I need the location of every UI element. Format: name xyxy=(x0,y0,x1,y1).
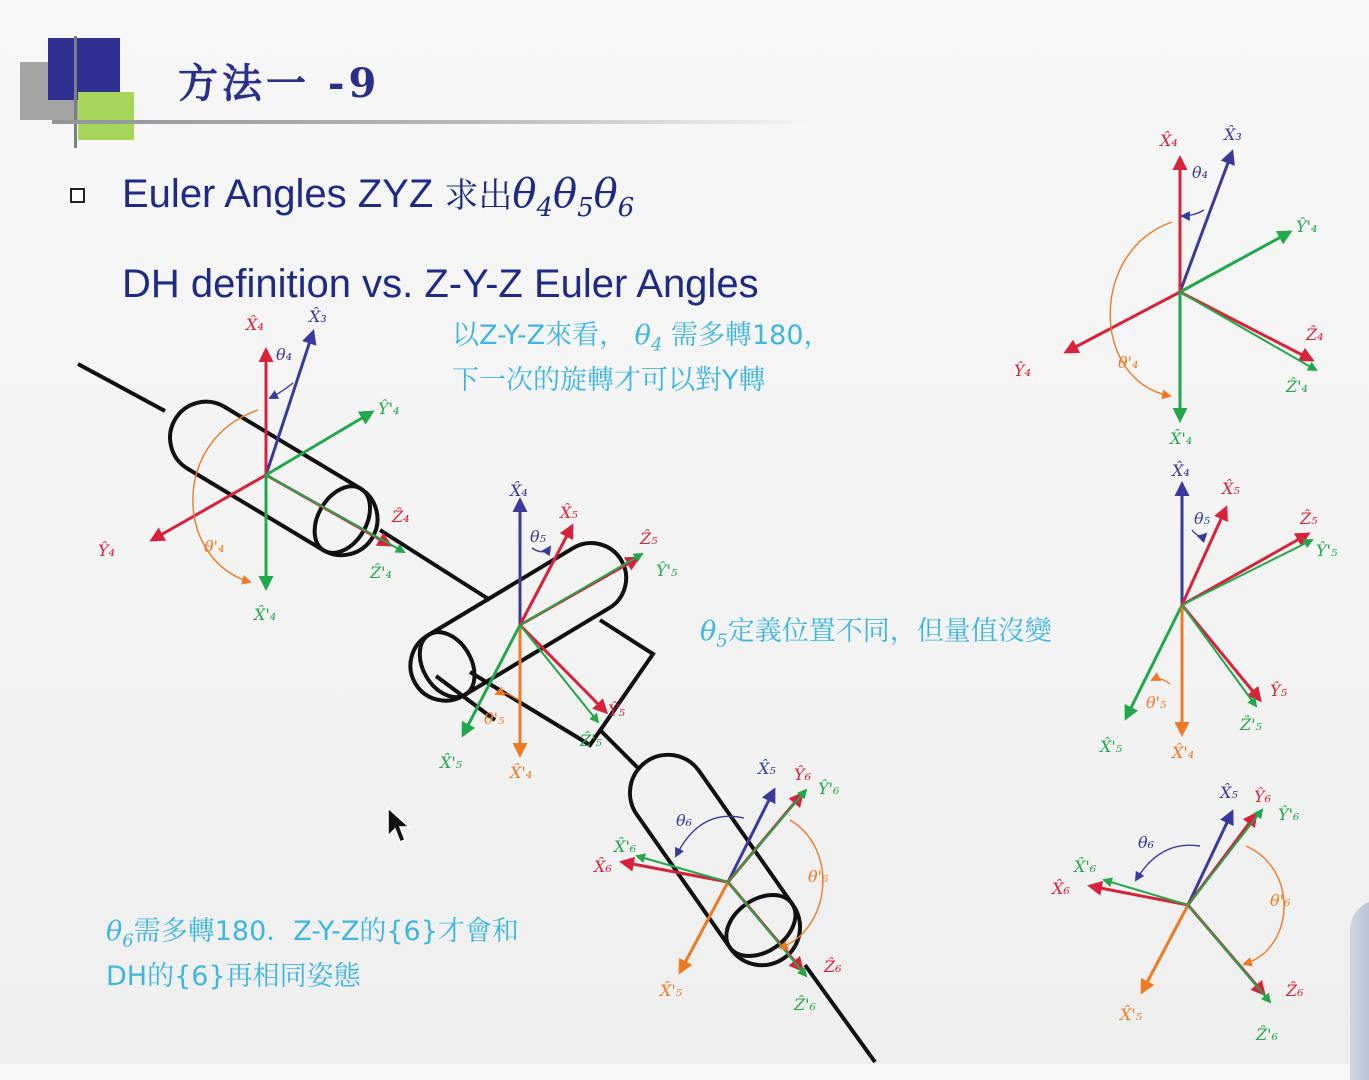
label-zp6: Ẑ'₆ xyxy=(794,995,816,1014)
detail-label-x6: X̂₆ xyxy=(1052,879,1070,898)
label-y5: Ŷ₅ xyxy=(608,701,625,720)
presenter-edge xyxy=(1350,900,1369,1080)
label-zp5: Ẑ'₅ xyxy=(580,731,602,750)
frame6-detail xyxy=(1050,783,1304,1044)
detail-arc-theta5 xyxy=(1192,530,1206,536)
arc-theta4 xyxy=(270,383,293,398)
arm-link-3 xyxy=(600,730,640,770)
frame4-detail xyxy=(1014,125,1324,448)
detail-label-x5-f6: X̂₅ xyxy=(1220,783,1238,802)
detail-x6 xyxy=(1090,886,1188,905)
bullet-cjk: 求出 xyxy=(444,176,513,216)
label-x4-f5: X̂₄ xyxy=(510,481,528,500)
label-zp4: Ẑ'₄ xyxy=(370,563,392,582)
detail-label-z6: Ẑ₆ xyxy=(1286,981,1304,1000)
mouse-cursor-icon xyxy=(386,806,412,846)
detail-zp4 xyxy=(1180,292,1316,370)
detail-label-y5: Ŷ₅ xyxy=(1270,681,1287,700)
detail-yp4 xyxy=(1180,232,1290,292)
label-yp4: Ŷ'₄ xyxy=(378,399,400,418)
arm-link-1 xyxy=(78,364,165,411)
detail-label-y4: Ŷ₄ xyxy=(1014,361,1031,380)
joint6-cylinder xyxy=(615,740,815,980)
label-theta6: θ₆ xyxy=(676,811,693,830)
detail-label-yp4: Ŷ'₄ xyxy=(1296,217,1318,236)
label-xp5: X̂'₅ xyxy=(440,753,463,772)
note-theta6: $\theta_6$需多轉180．Z-Y-Z的{6}才會和 DH的{6}再相同姿態 xyxy=(106,916,519,993)
label-xp6: X̂'₆ xyxy=(614,837,637,856)
detail-label-thetap6: θ'₆ xyxy=(1270,891,1291,910)
arc-theta5 xyxy=(532,547,550,552)
label-xp5-f6: X̂'₅ xyxy=(660,981,683,1000)
detail-label-x3: X̂₃ xyxy=(1224,125,1242,144)
label-xp4-f5: X̂'₄ xyxy=(510,763,533,782)
theta-6: $\theta_6$ xyxy=(593,171,635,223)
label-z4: Ẑ₄ xyxy=(392,507,410,526)
arc-thetap4 xyxy=(193,410,258,582)
detail-zp5 xyxy=(1182,605,1256,706)
label-xp4: X̂'₄ xyxy=(254,605,277,624)
detail-zp6 xyxy=(1188,905,1270,1002)
detail-label-x4-f5: X̂₄ xyxy=(1172,461,1190,480)
detail-y4 xyxy=(1066,292,1180,352)
label-theta5: θ₅ xyxy=(530,527,547,546)
detail-arc-theta4 xyxy=(1182,210,1204,216)
detail-label-theta4: θ₄ xyxy=(1192,163,1209,182)
detail-label-theta5: θ₅ xyxy=(1194,509,1211,528)
label-z6: Ẑ₆ xyxy=(824,957,842,976)
label-thetap4: θ'₄ xyxy=(204,537,225,556)
label-y4: Ŷ₄ xyxy=(98,541,115,560)
detail-arc-thetap5 xyxy=(1152,679,1170,684)
label-thetap5: θ'₅ xyxy=(484,709,505,728)
note-theta5: $\theta_5$定義位置不同，但量值沒變 xyxy=(700,616,1052,652)
detail-label-x5: X̂₅ xyxy=(1222,479,1240,498)
detail-label-zp5: Ẑ'₅ xyxy=(1240,715,1262,734)
detail-label-xp5: X̂'₅ xyxy=(1100,737,1123,756)
label-thetap6: θ'₆ xyxy=(808,867,829,886)
frame5-main xyxy=(438,481,678,782)
axis-x6 xyxy=(622,862,728,882)
detail-label-x4: X̂₄ xyxy=(1160,131,1178,150)
detail-label-zp4: Ẑ'₄ xyxy=(1286,377,1308,396)
label-z5: Ẑ₅ xyxy=(640,529,658,548)
frame5-detail xyxy=(1098,461,1338,762)
detail-xp5-f6 xyxy=(1142,905,1188,992)
bullet-prefix: Euler Angles ZYZ xyxy=(122,172,445,216)
arm-link-2 xyxy=(380,530,490,600)
detail-z5 xyxy=(1182,534,1308,605)
detail-label-theta6: θ₆ xyxy=(1138,833,1155,852)
label-yp5: Ŷ'₅ xyxy=(656,561,678,580)
detail-label-thetap5: θ'₅ xyxy=(1146,693,1167,712)
axis-zp4 xyxy=(266,475,404,552)
label-x3: X̂₃ xyxy=(309,307,327,326)
slide-title: 方法一 -9 xyxy=(178,60,381,107)
label-x5-f6: X̂₅ xyxy=(758,759,776,778)
detail-yp5 xyxy=(1182,540,1312,605)
label-yp6: Ŷ'₆ xyxy=(818,779,840,798)
theta-4: $\theta_4$ xyxy=(512,171,554,223)
theta-5: $\theta_5$ xyxy=(553,171,594,223)
label-theta4: θ₄ xyxy=(276,345,293,364)
detail-label-z4: Ẑ₄ xyxy=(1306,325,1324,344)
note-theta4: 以Z-Y-Z來看， $\theta_4$ 需多轉180， 下一次的旋轉才可以對Y轉 xyxy=(452,320,831,397)
detail-label-xp4-f5: X̂'₄ xyxy=(1172,743,1195,762)
detail-label-y6: Ŷ₆ xyxy=(1254,787,1271,806)
detail-label-xp6: X̂'₆ xyxy=(1074,857,1097,876)
label-y6: Ŷ₆ xyxy=(794,765,811,784)
detail-label-zp6: Ẑ'₆ xyxy=(1256,1025,1278,1044)
detail-label-xp5-f6: X̂'₅ xyxy=(1120,1005,1143,1024)
label-x4: X̂₄ xyxy=(246,315,264,334)
subtitle: DH definition vs. Z-Y-Z Euler Angles xyxy=(122,262,759,306)
axis-xp5-f6 xyxy=(680,882,728,972)
detail-label-z5: Ẑ₅ xyxy=(1300,509,1318,528)
detail-label-xp4: X̂'₄ xyxy=(1170,429,1193,448)
detail-y5 xyxy=(1182,605,1260,700)
detail-label-yp6: Ŷ'₆ xyxy=(1278,805,1300,824)
frame4-main xyxy=(98,307,410,624)
detail-label-yp5: Ŷ'₅ xyxy=(1316,541,1338,560)
label-x6: X̂₆ xyxy=(594,857,612,876)
detail-z4 xyxy=(1180,292,1312,360)
detail-label-thetap4: θ'₄ xyxy=(1118,353,1139,372)
label-x5: X̂₅ xyxy=(560,503,578,522)
